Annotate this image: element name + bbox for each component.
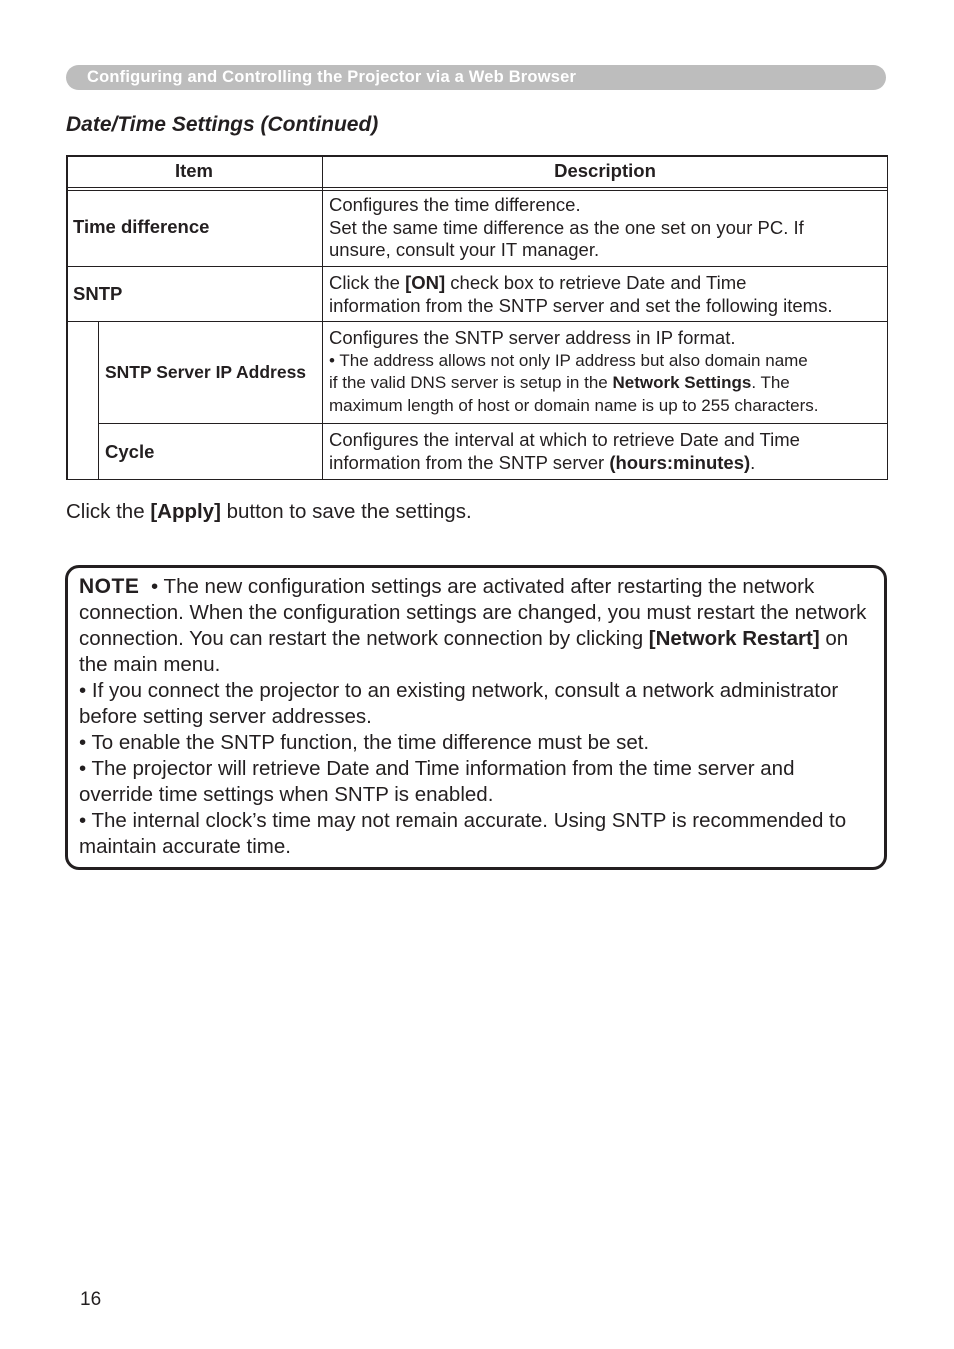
description-line [329,272,887,295]
note-text: • The new configuration settings are activated after restarting the network connection. When the configuration settings are changed, you must restart the network connection. You can restart the network connection by clicking [79,575,867,650]
description-bold-text: [ON] [405,272,446,293]
item-sntp-server-ip-address: SNTP Server IP Address [105,362,307,382]
column-header-item: Item [174,160,214,181]
description-bold-text: Network Settings [612,373,752,392]
table-column-divider [322,155,324,480]
section-title: Date/Time Settings (Continued) [66,113,379,136]
note-paragraph: • The internal clock’s time may not remain accurate. Using SNTP is recommended to maintain accurate time. [79,809,847,858]
table-border-bottom [66,479,888,481]
note-paragraph: • If you connect the projector to an existing network, consult a network administrator before setting server addresses. [79,679,839,728]
description-line: Configures the time difference. [329,194,581,215]
note-text: on the main menu. [79,627,849,676]
chapter-header-title: Configuring and Controlling the Projector via a Web Browser [87,68,577,86]
item-time-difference: Time difference [73,216,210,237]
description-text: Click the [329,272,406,293]
description-line: Configures the interval at which to retrieve Date and Time [329,429,800,450]
table-row-rule [66,321,888,322]
description-line: Set the same time difference as the one set on your PC. If [329,216,804,238]
apply-button-label: [Apply] [150,500,221,523]
table-border-top [66,155,888,157]
description-line: information from the SNTP server and set the following items. [329,294,833,316]
item-sntp: SNTP [73,283,123,304]
description-text: . The [751,373,790,392]
settings-table [66,155,888,480]
note-box [65,565,887,870]
description-line [329,372,887,395]
description-line: • The address allows not only IP address but also domain name [329,350,808,370]
apply-text: Click the [66,500,151,523]
note-bold-text: [Network Restart] [648,627,820,650]
page-number: 16 [80,1289,102,1310]
description-text: . [750,451,756,473]
table-row-rule [98,423,888,424]
table-border-left [66,155,68,480]
description-line: unsure, consult your IT manager. [329,239,600,260]
description-bold-text: (hours:minutes) [609,451,751,473]
note-label: NOTE [79,575,140,598]
description-line: maximum length of host or domain name is up to 255 characters. [329,395,819,415]
column-header-description: Description [554,160,656,181]
description-line: Configures the SNTP server address in IP format. [329,327,736,348]
table-header-rule-1 [66,187,888,188]
table-subitem-divider [98,321,99,479]
table-row-rule [66,266,888,267]
apply-text: button to save the settings. [220,500,472,523]
description-time-difference [329,194,884,262]
note-paragraph: • The projector will retrieve Date and Time information from the time server and override time settings when SNTP is enabled. [79,757,795,806]
apply-instruction [66,500,472,524]
note-paragraph [79,574,874,678]
description-text: information from the SNTP server [329,451,610,473]
description-text: if the valid DNS server is setup in the [329,373,613,392]
table-header-rule-2 [66,190,888,191]
note-paragraph: • To enable the SNTP function, the time difference must be set. [79,731,650,754]
description-cycle [329,429,887,474]
description-text: check box to retrieve Date and Time [445,272,747,293]
item-cycle: Cycle [105,441,155,462]
description-line [329,452,887,475]
description-sntp-server-ip-address [329,327,887,417]
chapter-header-bar [66,65,886,90]
description-sntp [329,272,887,317]
